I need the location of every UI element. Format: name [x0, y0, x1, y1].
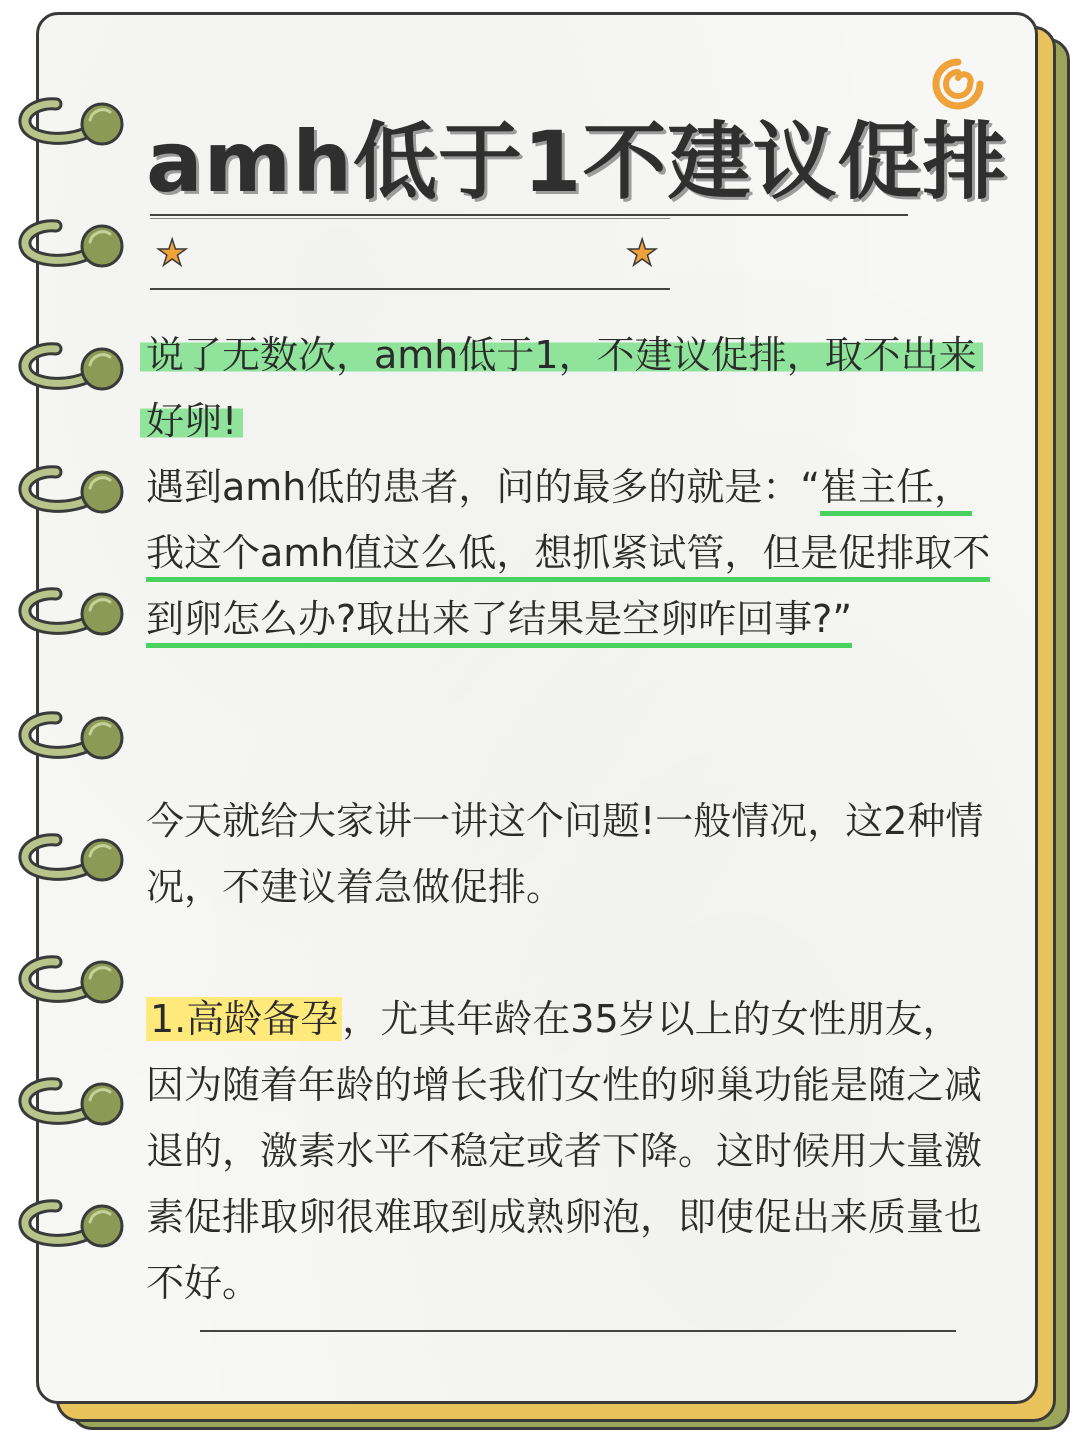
- section-label: 1.高龄备孕: [146, 997, 342, 1041]
- binder-ring-icon: [10, 335, 130, 405]
- spiral-logo-icon: [930, 56, 986, 112]
- paragraph-2: 今天就给大家讲一讲这个问题!一般情况，这2种情况，不建议着急做促排。: [146, 799, 984, 909]
- binder-ring-icon: [10, 1192, 130, 1262]
- star-icon: ★: [156, 233, 189, 274]
- paragraph-1-intro: 遇到amh低的患者，问的最多的就是：“: [146, 465, 821, 509]
- patient-quote: 崔主任，我这个amh值这么低，想抓紧试管，但是促排取不到卵怎么办?取出来了结果是空卵咋回事?”: [146, 465, 990, 648]
- highlighted-statement: 说了无数次，amh低于1，不建议促排，取不出来好卵!: [140, 333, 983, 443]
- star-icon: ★: [626, 233, 659, 274]
- binder-ring-icon: [10, 948, 130, 1018]
- binder-ring-icon: [10, 826, 130, 896]
- binder-ring-icon: [10, 704, 130, 774]
- paragraph-3-body: ，尤其年龄在35岁以上的女性朋友，因为随着年龄的增长我们女性的卵巢功能是随之减退的，激素水平不稳定或者下降。这时候用大量激素促排取卵很难取到成熟卵泡，即使促出来质量也不好。: [146, 997, 983, 1305]
- title-underline-thin: [150, 218, 670, 219]
- binder-ring-icon: [10, 580, 130, 650]
- bottom-divider: [200, 1330, 956, 1332]
- title-underline: [150, 214, 908, 216]
- binder-ring-icon: [10, 458, 130, 528]
- binder-ring-icon: [10, 212, 130, 282]
- paragraph-1: [146, 322, 996, 652]
- paragraph-3: [146, 986, 996, 1316]
- binder-ring-icon: [10, 1070, 130, 1140]
- title-divider: [150, 288, 670, 290]
- page-title: amh低于1不建议促排: [146, 113, 1008, 211]
- binder-ring-icon: [10, 90, 130, 160]
